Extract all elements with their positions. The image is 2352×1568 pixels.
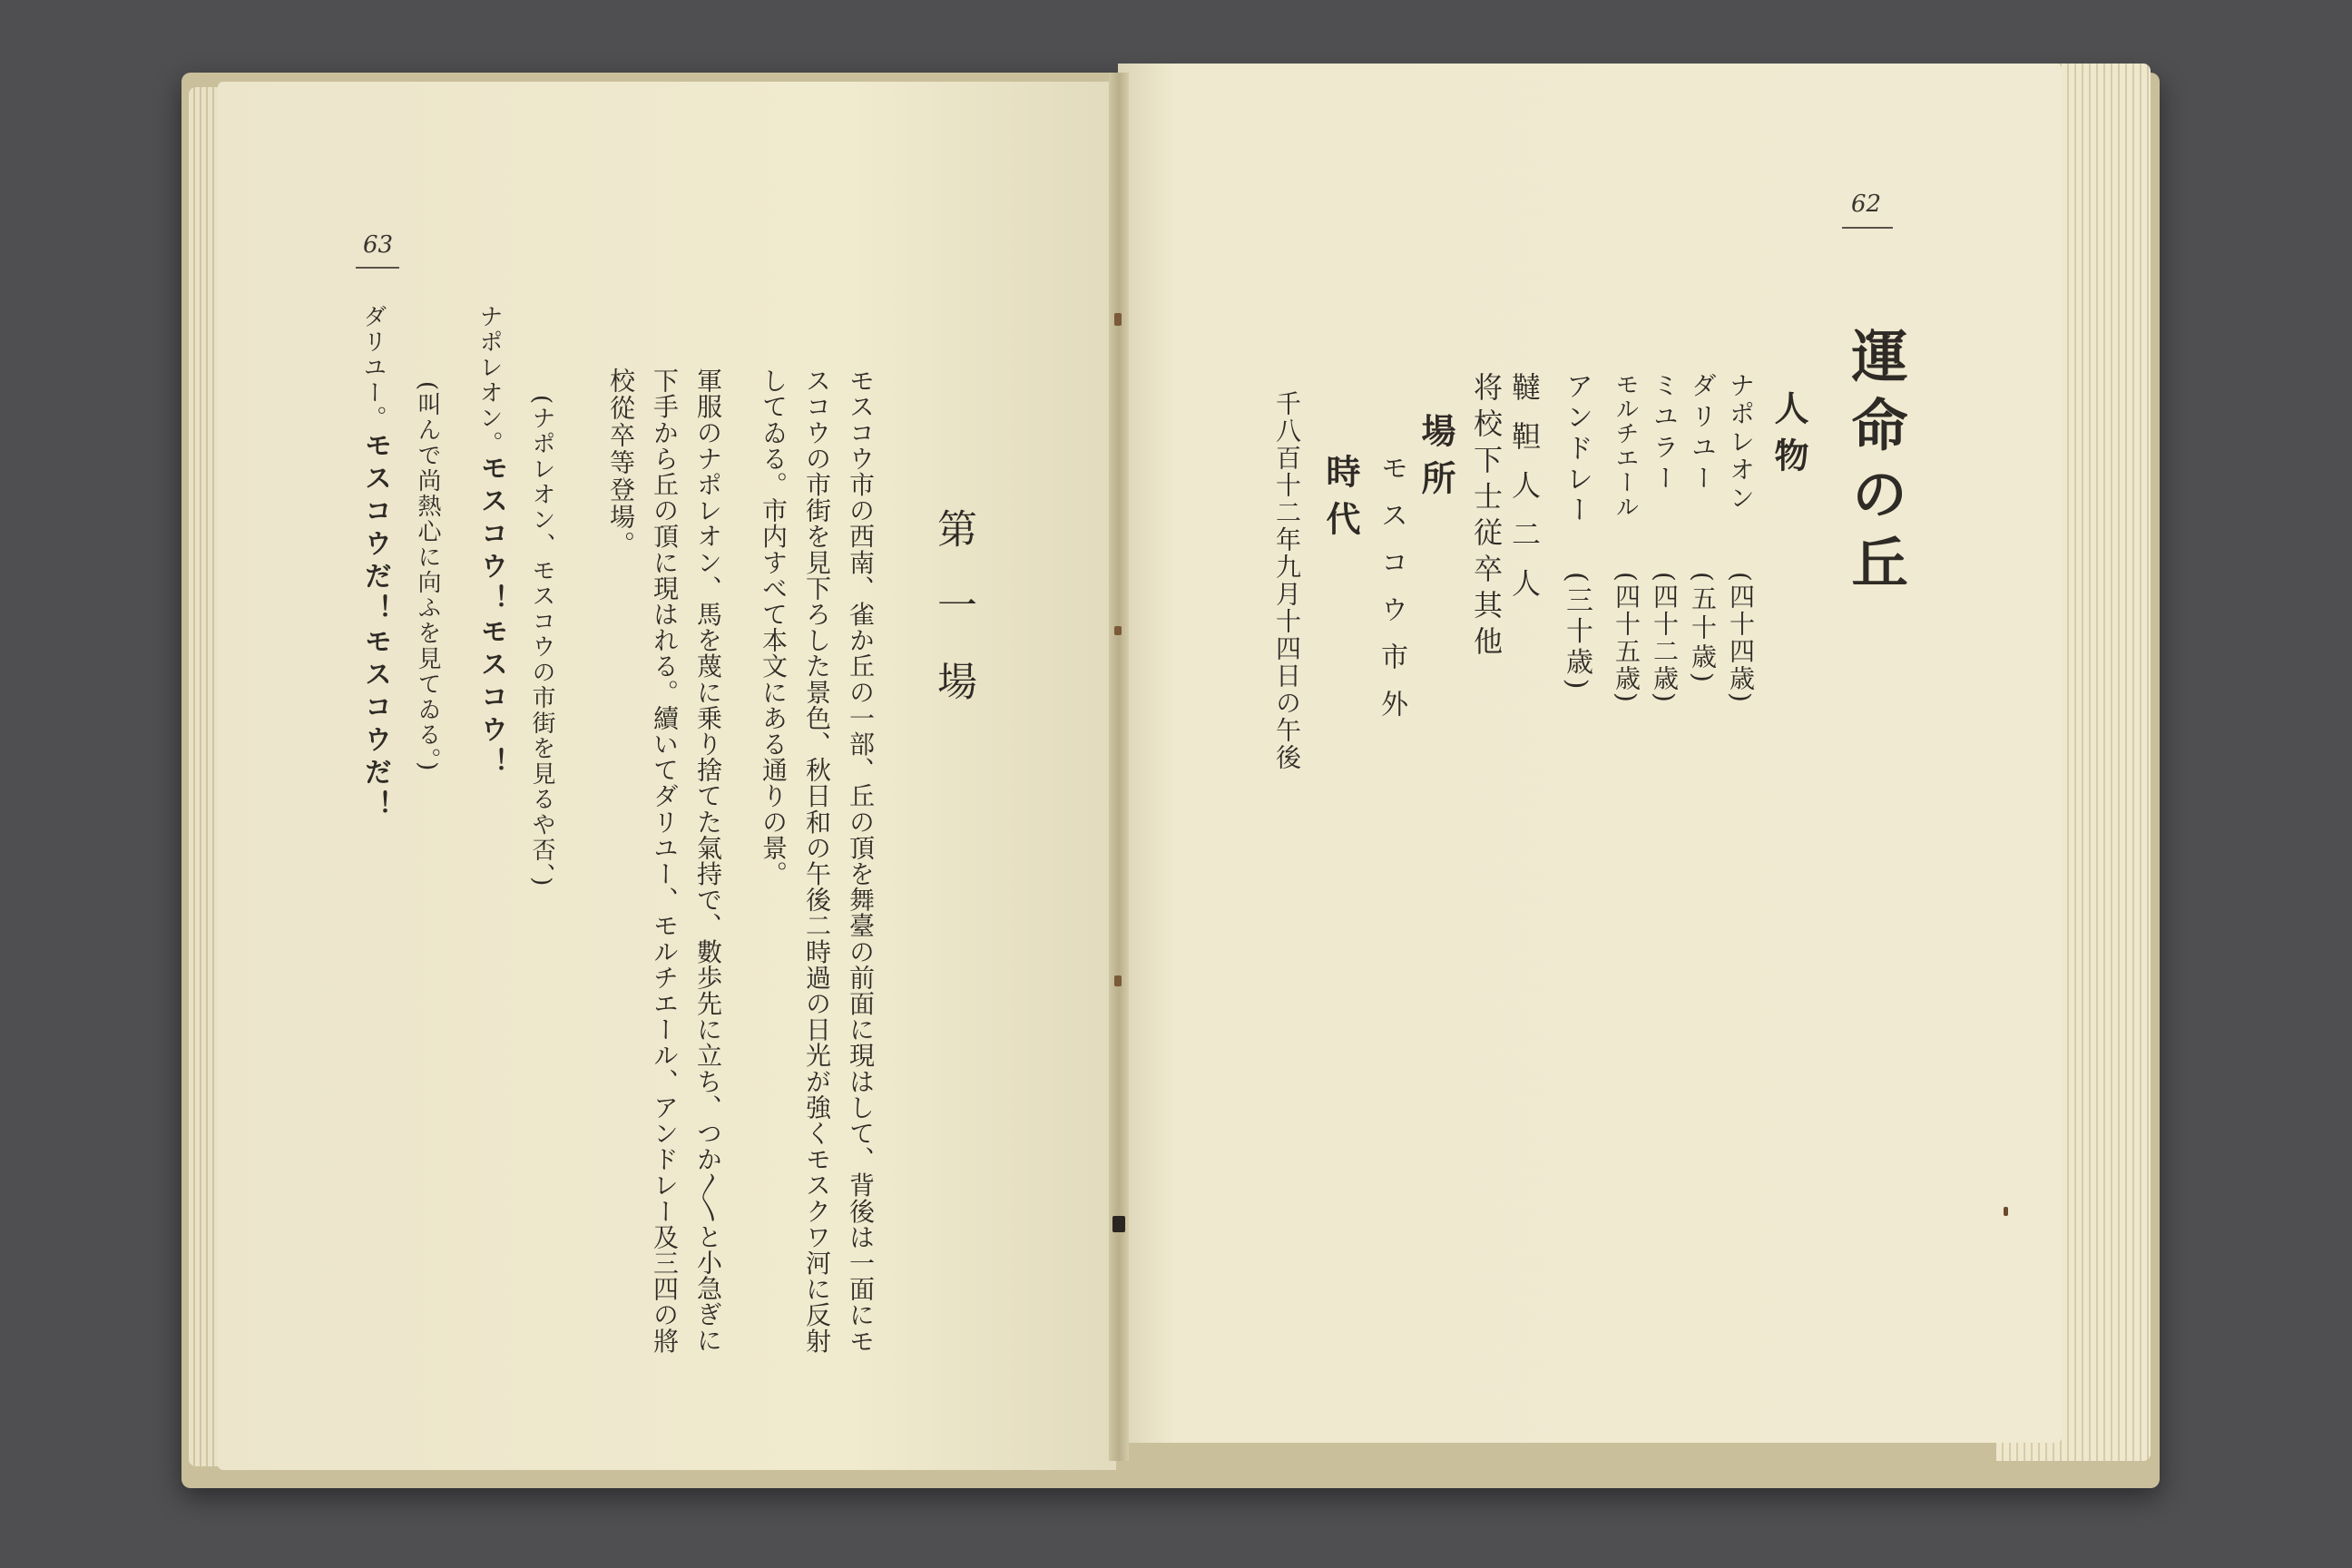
cast-member-name: アンドレー <box>1561 372 1592 526</box>
cast-member-age: (五十歳) <box>1688 572 1718 686</box>
right-page <box>1118 64 2062 1443</box>
book-gutter <box>1109 73 1129 1461</box>
time-text: 千八百十二年九月十四日の午後 <box>1272 390 1302 771</box>
direction-line: 軍服のナポレオン、馬を蔑に乗り捨てた氣持で、數歩先に立ち、つか〳〵と小急ぎに <box>693 368 723 1354</box>
direction-line: スコウの市街を見下ろした景色、秋日和の午後二時過の日光が強くモスクワ河に反射 <box>802 368 832 1354</box>
binding-stitch <box>1112 1216 1125 1232</box>
binding-stitch <box>1114 313 1122 326</box>
page-number-rule <box>356 267 399 269</box>
scene-title: 第一場 <box>930 508 976 737</box>
page-number-rule <box>1842 227 1893 229</box>
speaker-name: ナポレオン。 <box>475 304 503 456</box>
cast-heading: 人物 <box>1769 390 1809 485</box>
stage-note: (ナポレオン、モスコウの市街を見るや否、) <box>528 395 555 888</box>
paper-spot <box>2004 1207 2008 1216</box>
page-number: 62 <box>1851 191 1882 218</box>
cast-member-age: (三十歳) <box>1561 572 1592 693</box>
spoken-text: モスコウだ！モスコウだ！ <box>359 431 391 823</box>
cast-member-name: ナポレオン <box>1726 372 1756 513</box>
cast-member-name: ダリユー <box>1688 372 1718 495</box>
binding-stitch <box>1114 975 1122 986</box>
direction-line: モスコウ市の西南、雀か丘の一部、丘の頂を舞臺の前面に現はして、背後は一面にモ <box>846 368 876 1354</box>
speaker-name: ダリユー。 <box>359 304 387 431</box>
cast-member-age: (四十五歳) <box>1612 572 1642 704</box>
cast-member-age: (四十四歳) <box>1726 572 1756 704</box>
page-number: 63 <box>363 231 394 259</box>
time-heading: 時代 <box>1320 454 1361 548</box>
direction-line: 下手から丘の頂に現はれる。續いてダリユー、モルチエール、アンドレー及三四の將 <box>650 368 680 1354</box>
play-title: 運命の丘 <box>1842 327 1908 603</box>
cast-member-name: ミユラー <box>1650 372 1680 495</box>
direction-line: 校從卒等登場。 <box>606 368 636 558</box>
cast-member-name: 将校下士従卒其他 <box>1469 372 1504 662</box>
binding-stitch <box>1114 626 1122 635</box>
stage-note: (叫んで尚熱心に向ふを見てゐる。) <box>414 381 441 773</box>
cast-member-age: (四十二歳) <box>1650 572 1680 704</box>
cast-member-name: モルチエール <box>1612 372 1639 519</box>
direction-line: してゐる。市内すべて本文にある通りの景。 <box>759 368 789 887</box>
place-heading: 場所 <box>1416 413 1456 507</box>
place-text: モスコウ市外 <box>1376 454 1407 737</box>
cast-member-name: 韃靼人二人 <box>1507 372 1542 617</box>
spoken-text: モスコウ！モスコウ！ <box>475 454 507 780</box>
